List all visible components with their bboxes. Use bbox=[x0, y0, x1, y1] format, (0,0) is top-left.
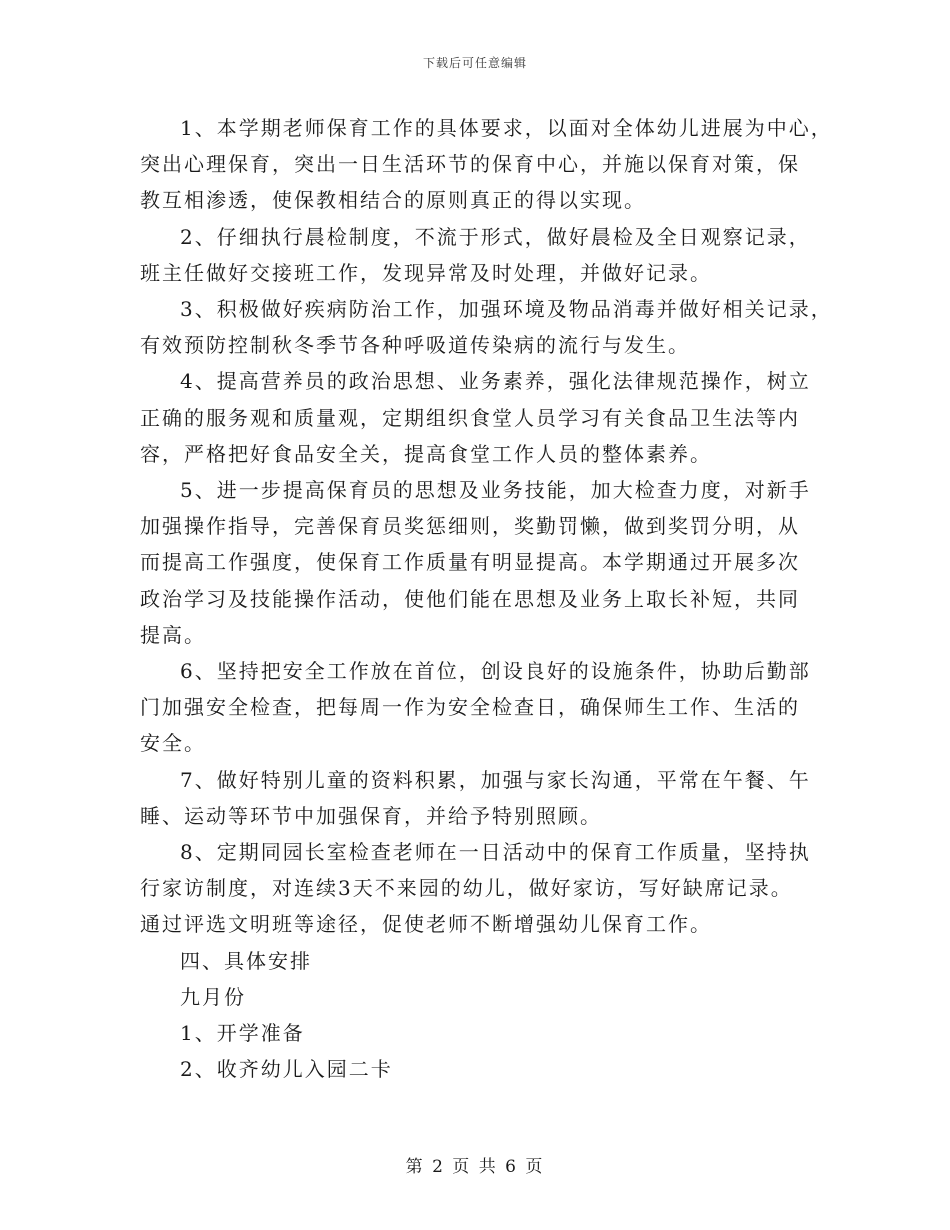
paragraph-5 bbox=[140, 472, 830, 653]
text-line: 而提高工作强度，使保育工作质量有明显提高。本学期通过开展多次 bbox=[140, 550, 800, 575]
document-body bbox=[140, 110, 833, 1087]
text-line: 门加强安全检查，把每周一作为安全检查日，确保师生工作、生活的 bbox=[140, 695, 800, 720]
text-line: 加强操作指导，完善保育员奖惩细则，奖勤罚懒，做到奖罚分明，从 bbox=[140, 514, 800, 539]
text-line: 2、收齐幼儿入园二卡 bbox=[180, 1057, 393, 1082]
month-heading bbox=[140, 979, 830, 1015]
paragraph-6 bbox=[140, 653, 830, 762]
text-line: 4、提高营养员的政治思想、业务素养，强化法律规范操作，树立 bbox=[180, 369, 811, 394]
text-line: 教互相渗透，使保教相结合的原则真正的得以实现。 bbox=[140, 188, 646, 213]
paragraph-8 bbox=[140, 834, 830, 943]
text-line: 九月份 bbox=[180, 984, 246, 1009]
paragraph-4 bbox=[140, 363, 830, 472]
text-line: 班主任做好交接班工作，发现异常及时处理，并做好记录。 bbox=[140, 260, 712, 285]
text-line: 有效预防控制秋冬季节各种呼吸道传染病的流行与发生。 bbox=[140, 333, 690, 358]
text-line: 6、坚持把安全工作放在首位，创设良好的设施条件，协助后勤部 bbox=[180, 659, 811, 684]
section-heading bbox=[140, 943, 830, 979]
text-line: 行家访制度，对连续3天不来园的幼儿，做好家访，写好缺席记录。 bbox=[140, 876, 793, 901]
paragraph-3 bbox=[140, 291, 833, 363]
paragraph-7 bbox=[140, 762, 830, 834]
header-note: 下载后可任意编辑 bbox=[422, 56, 527, 70]
text-line: 政治学习及技能操作活动，使他们能在思想及业务上取长补短，共同 bbox=[140, 586, 800, 611]
text-line: 提高。 bbox=[140, 622, 206, 647]
text-line: 2、仔细执行晨检制度，不流于形式，做好晨检及全日观察记录， bbox=[180, 224, 811, 249]
text-line: 5、进一步提高保育员的思想及业务技能，加大检查力度，对新手 bbox=[180, 478, 811, 503]
text-line: 3、积极做好疾病防治工作，加强环境及物品消毒并做好相关记录， bbox=[180, 297, 833, 322]
paragraph-1 bbox=[140, 110, 833, 219]
text-line: 1、开学准备 bbox=[180, 1021, 305, 1046]
text-line: 安全。 bbox=[140, 731, 206, 756]
text-line: 容，严格把好食品安全关，提高食堂工作人员的整体素养。 bbox=[140, 441, 712, 466]
list-item bbox=[140, 1015, 830, 1051]
page-number: 第 2 页 共 6 页 bbox=[405, 1157, 545, 1177]
text-line: 突出心理保育，突出一日生活环节的保育中心，并施以保育对策，保 bbox=[140, 152, 800, 177]
text-line: 睡、运动等环节中加强保育，并给予特别照顾。 bbox=[140, 803, 602, 828]
list-item bbox=[140, 1051, 830, 1087]
text-line: 正确的服务观和质量观，定期组织食堂人员学习有关食品卫生法等内 bbox=[140, 405, 800, 430]
text-line: 7、做好特别儿童的资料积累，加强与家长沟通，平常在午餐、午 bbox=[180, 767, 811, 792]
text-line: 8、定期同园长室检查老师在一日活动中的保育工作质量，坚持执 bbox=[180, 840, 811, 865]
text-line: 1、本学期老师保育工作的具体要求，以面对全体幼儿进展为中心， bbox=[180, 116, 833, 140]
text-line: 通过评选文明班等途径，促使老师不断增强幼儿保育工作。 bbox=[140, 912, 712, 937]
text-line: 四、具体安排 bbox=[180, 948, 312, 973]
paragraph-2 bbox=[140, 219, 830, 291]
